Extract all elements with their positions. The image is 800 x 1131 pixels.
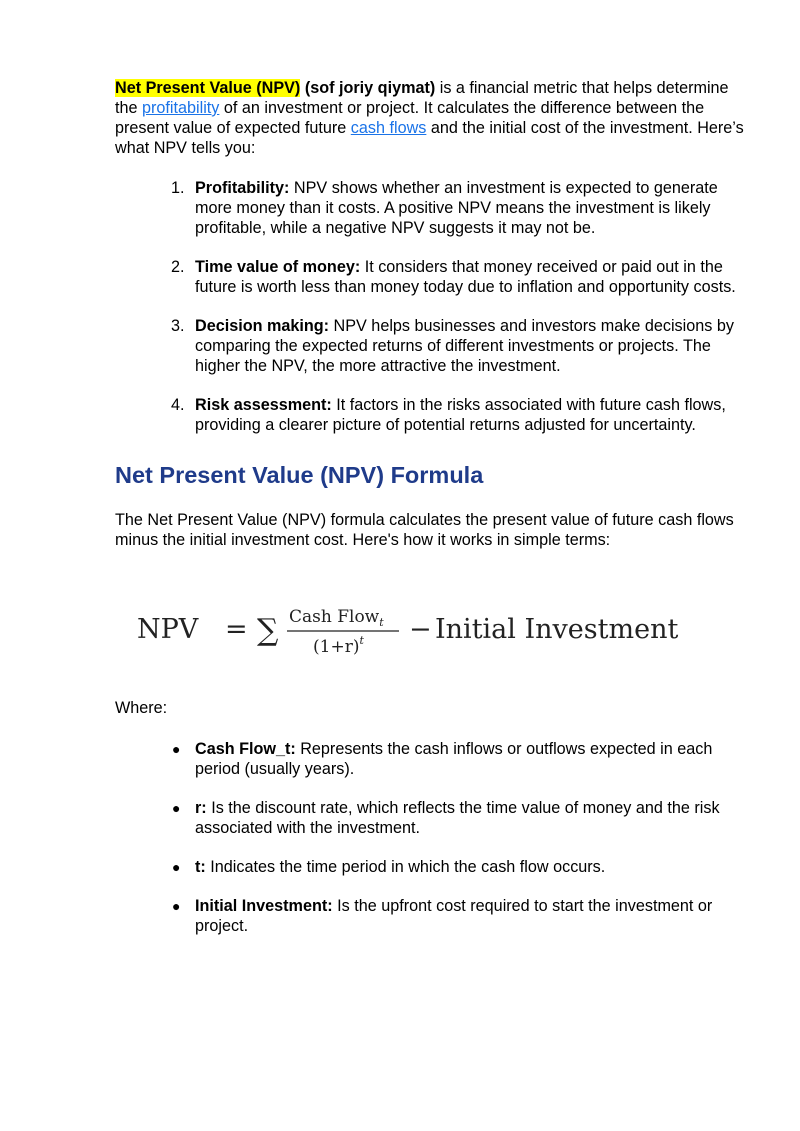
list-item-text: Is the upfront cost required to start the investment or project. — [195, 897, 713, 935]
intro-text-2: of an investment or project. It calculates the difference between the present value of expected future — [115, 99, 705, 137]
formula-minus: − — [409, 614, 432, 645]
list-number: 2. — [171, 258, 185, 276]
list-number: 4. — [171, 396, 185, 414]
list-item-label: Decision making: — [195, 317, 330, 335]
list-item — [115, 798, 745, 838]
formula-lhs: NPV — [137, 614, 199, 645]
bullet-icon: ● — [172, 898, 181, 914]
formula-equals: = — [225, 614, 248, 645]
list-item-text: It considers that money received or paid out in the future is worth less than money today due to inflation and opportunity costs. — [195, 258, 736, 296]
list-item-text: Indicates the time period in which the cash flow occurs. — [205, 858, 606, 876]
bullet-icon: ● — [172, 859, 181, 875]
list-item — [115, 316, 745, 376]
intro-paragraph — [115, 78, 745, 158]
list-item — [115, 178, 745, 238]
list-item-label: Profitability: — [195, 179, 290, 197]
list-item-label: Risk assessment: — [195, 396, 332, 414]
list-item-label: Time value of money: — [195, 258, 361, 276]
list-item-text: NPV helps businesses and investors make decisions by comparing the expected returns of different investments or projects. The higher the NPV, the more attractive the investment. — [195, 317, 734, 375]
list-item — [115, 896, 745, 936]
document-page — [115, 78, 745, 955]
intro-text-1: is a financial metric that helps determine the — [115, 79, 729, 117]
section-heading: Net Present Value (NPV) Formula — [115, 462, 484, 488]
list-item — [115, 739, 745, 779]
variable-definitions-list — [115, 739, 745, 936]
list-item — [115, 257, 745, 297]
list-number: 3. — [171, 317, 185, 335]
list-item-label: r: — [195, 799, 207, 817]
formula-denominator: $(1+r)^t$ — [313, 634, 364, 656]
translation-term: (sof joriy qiymat) — [304, 79, 436, 97]
list-item-text: It factors in the risks associated with future cash flows, providing a clearer picture of potential returns adjusted for uncertainty. — [195, 396, 726, 434]
npv-formula — [115, 596, 745, 656]
list-item-label: t: — [195, 858, 206, 876]
list-item — [115, 857, 745, 877]
list-item-text: Is the discount rate, which reflects the time value of money and the risk associated with the investment. — [195, 799, 720, 837]
section-description: The Net Present Value (NPV) formula calculates the present value of future cash flows minus the initial investment cost. Here's how it works in simple terms: — [115, 511, 734, 549]
formula-sigma: ∑ — [257, 613, 279, 648]
list-item-label: Cash Flow_t: — [195, 740, 296, 758]
cash-flows-link[interactable]: cash flows — [350, 119, 427, 137]
profitability-link[interactable]: profitability — [142, 99, 220, 117]
bullet-icon: ● — [172, 800, 181, 816]
list-item-label: Initial Investment: — [195, 897, 333, 915]
where-label: Where: — [115, 699, 168, 717]
bullet-icon: ● — [172, 741, 181, 757]
formula-numerator: Cash Flow$_t$ — [289, 607, 384, 629]
highlighted-term: Net Present Value (NPV) — [115, 79, 301, 97]
list-number: 1. — [171, 179, 185, 197]
list-item-text: NPV shows whether an investment is expected to generate more money than it costs. A positive NPV means the investment is likely profitable, while a negative NPV suggests it may not be. — [195, 179, 718, 237]
formula-rhs: Initial Investment — [435, 614, 679, 645]
list-item — [115, 395, 745, 435]
intro-text-3: and the initial cost of the investment. Here’s what NPV tells you: — [115, 119, 744, 157]
formula-graphic — [137, 596, 697, 656]
npv-benefits-list — [115, 178, 745, 435]
list-item-text: Represents the cash inflows or outflows expected in each period (usually years). — [195, 740, 713, 778]
